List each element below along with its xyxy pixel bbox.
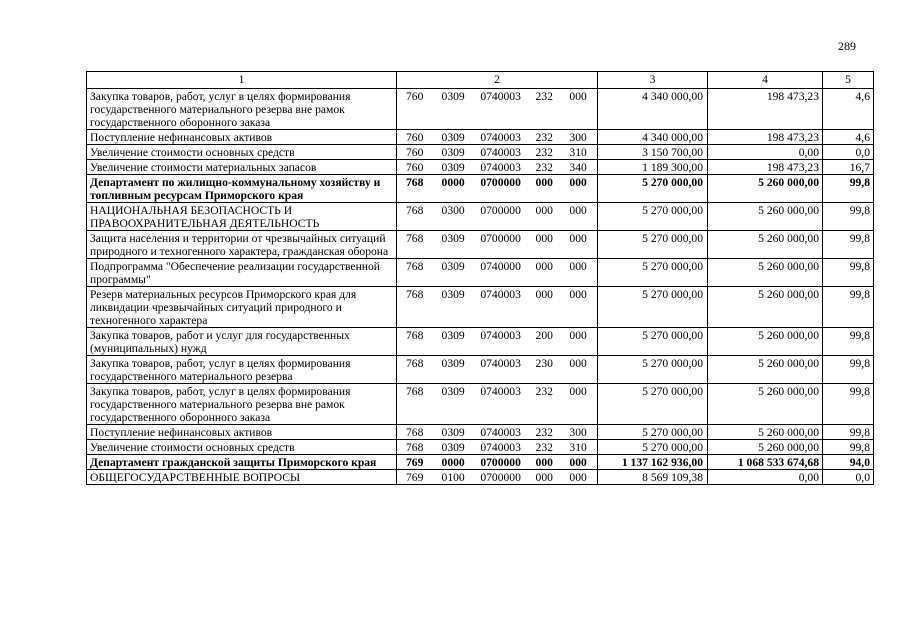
amount-executed: 198 473,23 [708, 160, 823, 175]
code-1: 760 [406, 90, 424, 103]
row-name: Подпрограмма "Обеспечение реализации государственной программы" [87, 259, 397, 287]
row-name: ОБЩЕГОСУДАРСТВЕННЫЕ ВОПРОСЫ [87, 470, 397, 485]
row-codes [397, 259, 598, 287]
amount-planned: 5 270 000,00 [598, 203, 708, 231]
row-name: Закупка товаров, работ, услуг в целях формирования государственного материального резерва вне рамок государственного оборонного заказа [87, 89, 397, 130]
amount-executed: 5 260 000,00 [708, 203, 823, 231]
amount-planned: 4 340 000,00 [598, 89, 708, 130]
code-5: 000 [569, 456, 587, 469]
amount-executed: 5 260 000,00 [708, 425, 823, 440]
code-2: 0309 [441, 385, 465, 398]
code-1: 760 [406, 131, 424, 144]
code-4: 000 [535, 471, 553, 484]
row-codes [397, 470, 598, 485]
amount-executed: 5 260 000,00 [708, 328, 823, 356]
table-row [87, 440, 874, 455]
amount-planned: 5 270 000,00 [598, 356, 708, 384]
code-1: 768 [406, 357, 424, 370]
amount-planned: 4 340 000,00 [598, 130, 708, 145]
amount-planned: 8 569 109,38 [598, 470, 708, 485]
code-3: 0700000 [480, 471, 521, 484]
execution-percent: 94,0 [823, 455, 874, 470]
code-2: 0309 [441, 441, 465, 454]
amount-executed: 5 260 000,00 [708, 259, 823, 287]
table-row [87, 425, 874, 440]
amount-planned: 5 270 000,00 [598, 259, 708, 287]
amount-executed: 5 260 000,00 [708, 175, 823, 203]
execution-percent: 99,8 [823, 231, 874, 259]
code-2: 0309 [441, 131, 465, 144]
execution-percent: 99,8 [823, 425, 874, 440]
code-3: 0740003 [480, 131, 521, 144]
amount-executed: 0,00 [708, 145, 823, 160]
row-codes [397, 130, 598, 145]
amount-executed: 5 260 000,00 [708, 440, 823, 455]
table-row [87, 175, 874, 203]
code-2: 0000 [441, 176, 465, 189]
code-5: 000 [569, 232, 587, 245]
header-col-5: 5 [823, 72, 874, 89]
code-4: 232 [535, 426, 553, 439]
code-5: 000 [569, 260, 587, 273]
code-1: 760 [406, 146, 424, 159]
code-2: 0309 [441, 161, 465, 174]
table-row [87, 231, 874, 259]
code-1: 768 [406, 260, 424, 273]
code-1: 769 [406, 456, 424, 469]
table-row [87, 328, 874, 356]
page-number: 289 [838, 39, 856, 53]
code-4: 232 [535, 131, 553, 144]
code-5: 340 [569, 161, 587, 174]
code-1: 769 [406, 471, 424, 484]
row-name: Увеличение стоимости основных средств [87, 145, 397, 160]
code-5: 300 [569, 131, 587, 144]
code-1: 760 [406, 161, 424, 174]
row-name: Защита населения и территории от чрезвычайных ситуаций природного и техногенного характера, гражданская оборона [87, 231, 397, 259]
execution-percent: 99,8 [823, 384, 874, 425]
code-4: 200 [535, 329, 553, 342]
header-col-1: 1 [87, 72, 397, 89]
code-3: 0700000 [480, 232, 521, 245]
code-2: 0000 [441, 456, 465, 469]
row-codes [397, 287, 598, 328]
code-2: 0309 [441, 329, 465, 342]
execution-percent: 99,8 [823, 356, 874, 384]
code-5: 000 [569, 204, 587, 217]
code-3: 0740003 [480, 385, 521, 398]
row-codes [397, 440, 598, 455]
row-name: Увеличение стоимости материальных запасов [87, 160, 397, 175]
row-codes [397, 145, 598, 160]
code-5: 300 [569, 426, 587, 439]
execution-percent: 99,8 [823, 328, 874, 356]
code-3: 0700000 [480, 176, 521, 189]
code-2: 0309 [441, 426, 465, 439]
code-4: 232 [535, 146, 553, 159]
amount-planned: 5 270 000,00 [598, 425, 708, 440]
row-name: Закупка товаров, работ, услуг в целях формирования государственного материального резерва вне рамок государственного оборонного заказа [87, 384, 397, 425]
table-row [87, 455, 874, 470]
execution-percent: 4,6 [823, 130, 874, 145]
row-name: Департамент гражданской защиты Приморского края [87, 455, 397, 470]
code-3: 0740003 [480, 357, 521, 370]
row-codes [397, 328, 598, 356]
execution-percent: 99,8 [823, 259, 874, 287]
table-row [87, 356, 874, 384]
execution-percent: 99,8 [823, 175, 874, 203]
code-2: 0309 [441, 146, 465, 159]
row-codes [397, 160, 598, 175]
budget-table [86, 71, 874, 485]
header-col-3: 3 [598, 72, 708, 89]
row-codes [397, 231, 598, 259]
table-row [87, 259, 874, 287]
code-3: 0740003 [480, 288, 521, 301]
execution-percent: 99,8 [823, 203, 874, 231]
code-3: 0740003 [480, 146, 521, 159]
row-name: Закупка товаров, работ, услуг в целях формирования государственного материального резерва [87, 356, 397, 384]
amount-planned: 5 270 000,00 [598, 384, 708, 425]
code-4: 230 [535, 357, 553, 370]
code-1: 768 [406, 329, 424, 342]
amount-executed: 5 260 000,00 [708, 287, 823, 328]
amount-planned: 3 150 700,00 [598, 145, 708, 160]
amount-executed: 1 068 533 674,68 [708, 455, 823, 470]
code-5: 000 [569, 176, 587, 189]
code-4: 232 [535, 385, 553, 398]
header-col-2: 2 [397, 72, 598, 89]
amount-executed: 5 260 000,00 [708, 384, 823, 425]
code-1: 768 [406, 385, 424, 398]
table-row [87, 203, 874, 231]
code-4: 232 [535, 161, 553, 174]
code-3: 0700000 [480, 204, 521, 217]
code-1: 768 [406, 426, 424, 439]
table-body [87, 89, 874, 485]
amount-planned: 5 270 000,00 [598, 440, 708, 455]
table-row [87, 130, 874, 145]
execution-percent: 99,8 [823, 440, 874, 455]
table-row [87, 89, 874, 130]
row-codes [397, 356, 598, 384]
row-codes [397, 455, 598, 470]
code-4: 232 [535, 441, 553, 454]
code-2: 0309 [441, 357, 465, 370]
code-3: 0740003 [480, 90, 521, 103]
code-3: 0740000 [480, 260, 521, 273]
code-5: 000 [569, 357, 587, 370]
code-4: 000 [535, 260, 553, 273]
row-codes [397, 203, 598, 231]
execution-percent: 99,8 [823, 287, 874, 328]
amount-planned: 5 270 000,00 [598, 175, 708, 203]
amount-planned: 1 189 300,00 [598, 160, 708, 175]
row-name: Закупка товаров, работ и услуг для государственных (муниципальных) нужд [87, 328, 397, 356]
code-4: 000 [535, 176, 553, 189]
code-2: 0309 [441, 260, 465, 273]
execution-percent: 4,6 [823, 89, 874, 130]
header-col-4: 4 [708, 72, 823, 89]
code-5: 000 [569, 90, 587, 103]
amount-executed: 198 473,23 [708, 130, 823, 145]
row-codes [397, 384, 598, 425]
row-name: Увеличение стоимости основных средств [87, 440, 397, 455]
code-3: 0700000 [480, 456, 521, 469]
code-1: 768 [406, 204, 424, 217]
execution-percent: 16,7 [823, 160, 874, 175]
row-name: Поступление нефинансовых активов [87, 425, 397, 440]
row-codes [397, 89, 598, 130]
table-row [87, 384, 874, 425]
amount-executed: 5 260 000,00 [708, 356, 823, 384]
table-row [87, 160, 874, 175]
amount-planned: 5 270 000,00 [598, 328, 708, 356]
code-3: 0740003 [480, 329, 521, 342]
code-1: 768 [406, 176, 424, 189]
code-4: 000 [535, 204, 553, 217]
code-3: 0740003 [480, 441, 521, 454]
row-name: НАЦИОНАЛЬНАЯ БЕЗОПАСНОСТЬ И ПРАВООХРАНИТЕЛЬНАЯ ДЕЯТЕЛЬНОСТЬ [87, 203, 397, 231]
amount-executed: 0,00 [708, 470, 823, 485]
code-5: 310 [569, 441, 587, 454]
code-1: 768 [406, 232, 424, 245]
amount-planned: 5 270 000,00 [598, 287, 708, 328]
code-5: 000 [569, 329, 587, 342]
code-2: 0300 [441, 204, 465, 217]
code-2: 0100 [441, 471, 465, 484]
code-2: 0309 [441, 232, 465, 245]
code-5: 310 [569, 146, 587, 159]
code-3: 0740003 [480, 161, 521, 174]
amount-planned: 1 137 162 936,00 [598, 455, 708, 470]
table-row [87, 145, 874, 160]
code-4: 000 [535, 288, 553, 301]
code-5: 000 [569, 471, 587, 484]
table-row [87, 470, 874, 485]
row-name: Департамент по жилищно-коммунальному хозяйству и топливным ресурсам Приморского края [87, 175, 397, 203]
table-row [87, 287, 874, 328]
row-name: Поступление нефинансовых активов [87, 130, 397, 145]
code-2: 0309 [441, 288, 465, 301]
header-row [87, 72, 874, 89]
amount-executed: 5 260 000,00 [708, 231, 823, 259]
code-1: 768 [406, 441, 424, 454]
code-3: 0740003 [480, 426, 521, 439]
code-5: 000 [569, 385, 587, 398]
amount-executed: 198 473,23 [708, 89, 823, 130]
row-name: Резерв материальных ресурсов Приморского края для ликвидации чрезвычайных ситуаций природного и техногенного характера [87, 287, 397, 328]
row-codes [397, 175, 598, 203]
row-codes [397, 425, 598, 440]
amount-planned: 5 270 000,00 [598, 231, 708, 259]
code-4: 000 [535, 232, 553, 245]
code-4: 232 [535, 90, 553, 103]
execution-percent: 0,0 [823, 145, 874, 160]
code-5: 000 [569, 288, 587, 301]
code-2: 0309 [441, 90, 465, 103]
execution-percent: 0,0 [823, 470, 874, 485]
code-1: 768 [406, 288, 424, 301]
code-4: 000 [535, 456, 553, 469]
